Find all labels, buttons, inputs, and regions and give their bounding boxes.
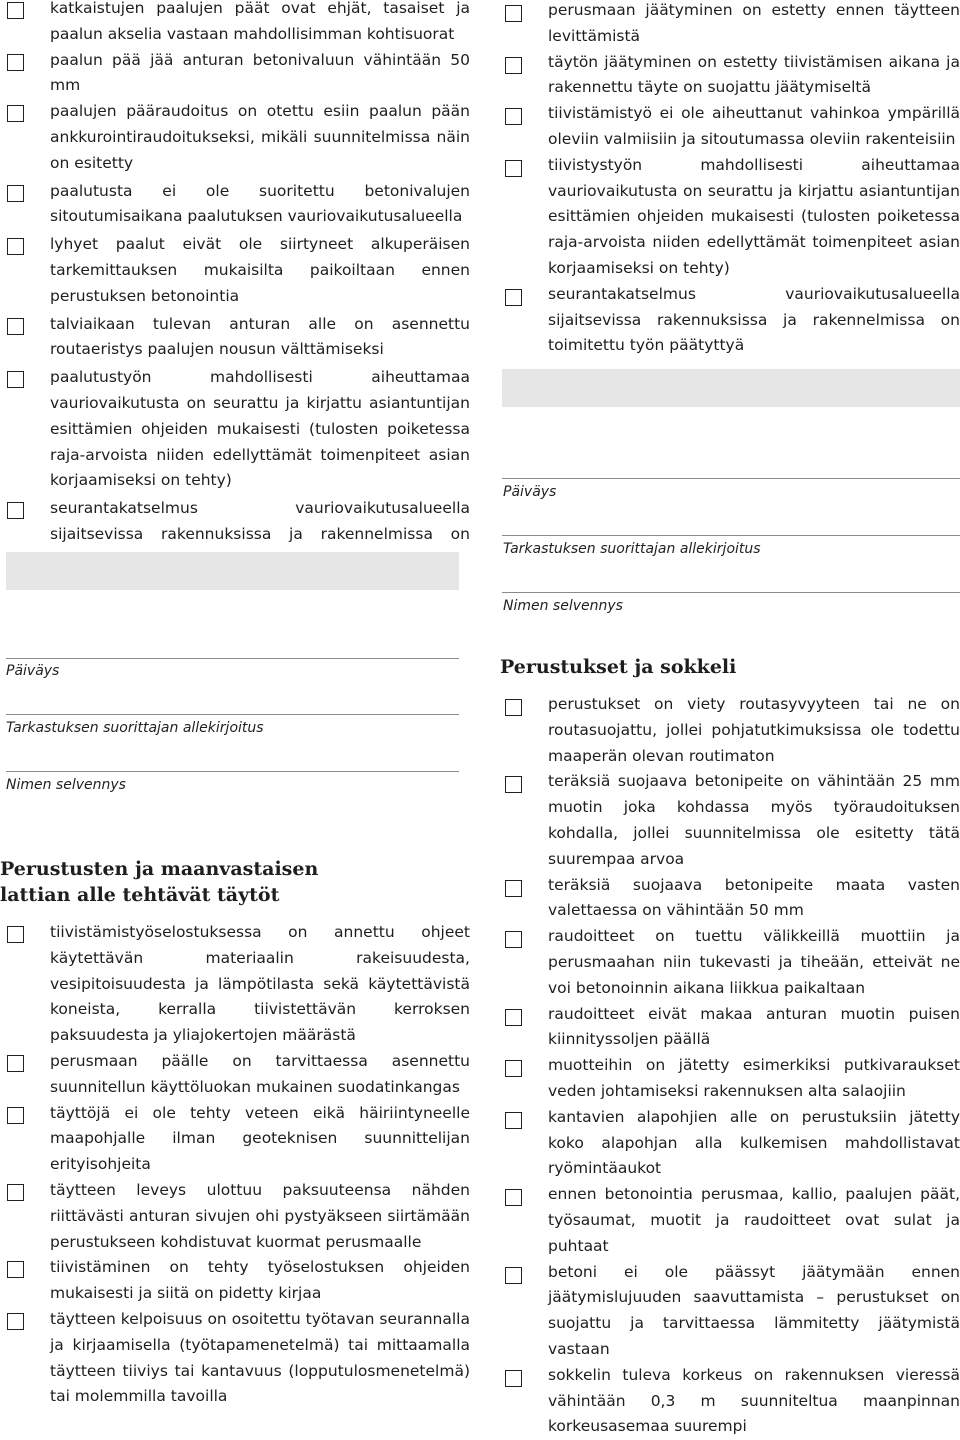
signature-line[interactable] [502,535,960,536]
checkbox[interactable] [7,105,24,122]
checklist-item-text: talviaikaan tulevan anturan alle on asennettu routaeristys paalujen nousun välttämiseksi [50,314,470,359]
checklist-item [0,1101,470,1178]
checkbox[interactable] [7,1107,24,1124]
checklist-item [0,179,470,231]
checklist-item-text: katkaistujen paalujen päät ovat ehjät, tasaiset ja paalun akselia vastaan mahdollisimman kohtisuorat [50,0,470,43]
checklist-item-text: perustukset on viety routasyvyyteen tai ne on routasuojattu, jollei pohjatutkimuksissa ole todettu maaperän olevan routimaton [548,695,960,765]
checkbox[interactable] [505,1189,522,1206]
signature-line[interactable] [6,714,459,715]
section-title: Perustukset ja sokkeli [500,656,737,678]
checkbox[interactable] [505,1370,522,1387]
checklist-item [0,0,470,48]
checklist-item-text: teräksiä suojaava betonipeite on vähintään 25 mm muotin joka kohdassa myös työraudoituksen kohdalla, jollei suunnitelmissa ole esitetty tätä suurempaa arvoa [548,772,960,868]
checkbox[interactable] [505,931,522,948]
checklist-item [496,282,960,359]
checklist-item-text: sokkelin tuleva korkeus on rakennuksen vieressä vähintään 0,3 m suunniteltua maanpinnan korkeusasemaa suurempi [548,1365,960,1436]
checklist-item [496,101,960,153]
checklist-item [0,1255,470,1307]
section-foundations [496,654,960,1440]
checklist-item-text: muotteihin on jätetty esimerkiksi putkivaraukset veden johtamiseksi rakennuksen alta salaojiin [548,1056,960,1100]
checkbox[interactable] [7,502,24,519]
checklist-item [0,365,470,494]
grey-band [6,552,459,590]
checklist-item [496,769,960,872]
checkbox[interactable] [7,238,24,255]
checklist-item-text: paalujen pääraudoitus on otettu esiin paalun pään ankkurointiraudoitukseksi, mikäli suunnitelmissa näin on esitetty [50,102,470,172]
checkbox[interactable] [7,371,24,388]
name-line[interactable] [6,771,459,772]
checklist-item [0,920,470,1049]
signature-label: Tarkastuksen suorittajan allekirjoitus [6,720,264,736]
checklist-item-text: paalun pää jää anturan betonivaluun vähintään 50 mm [50,50,470,95]
name-label: Nimen selvennys [503,598,623,614]
checklist-item-text: täytön jäätyminen on estetty tiivistämisen aikana ja rakennettu täyte on suojattu jäätymiseltä [548,52,960,97]
checkbox[interactable] [505,1112,522,1129]
checklist-item-text: paalutustyön mahdollisesti aiheuttamaa vauriovaikutusta on seurattu ja kirjattu asiantuntijan esittämien ohjeiden mukaisesti (tulosten poiketessa raja-arvoista niiden edellyttämät toimenpiteet asian korjaamiseksi on tehty) [50,368,470,490]
checklist-item [0,1178,470,1255]
checklist-item-text: tiivistämistyöselostuksessa on annettu ohjeet käytettävän materiaalin rakeisuudesta, vesipitoisuudesta ja lämpötilasta sekä käytettävistä koneista, kerralla tiivistettävän kerroksen paksuudesta ja yliajokertojen määrästä [50,923,470,1045]
grey-band [502,369,960,407]
checklist-item-text: paalutusta ei ole suoritettu betonivalujen sitoutumisaikana paalutuksen vauriovaikutusalueella [50,181,470,226]
checkbox[interactable] [505,108,522,125]
checklist-item [496,873,960,925]
checkbox[interactable] [7,2,24,19]
checklist-item-text: teräksiä suojaava betonipeite maata vasten valettaessa on vähintään 50 mm [548,875,960,920]
name-line[interactable] [502,592,960,593]
checklist-item [496,1053,960,1105]
date-line[interactable] [502,478,960,479]
checklist-item [496,153,960,282]
checkbox[interactable] [7,185,24,202]
checkbox[interactable] [7,318,24,335]
checklist-item-text: ennen betonointia perusmaa, kallio, paalujen päät, työsaumat, muotit ja raudoitteet ovat sulat ja puhtaat [548,1185,960,1255]
checkbox[interactable] [505,1009,522,1026]
checklist-item-text: lyhyet paalut eivät ole siirtyneet alkuperäisen tarkemittauksen mukaisilta paikoiltaan ennen perustuksen betonointia [50,235,470,305]
checklist-item-text: tiivistämistyö ei ole aiheuttanut vahinkoa ympärillä oleviin valmiisiin ja sitoutumassa oleviin rakenteisiin [548,104,960,148]
name-label: Nimen selvennys [6,777,126,793]
date-label: Päiväys [503,484,557,500]
checklist-piles [0,0,470,574]
checkbox[interactable] [505,1267,522,1284]
checkbox[interactable] [505,699,522,716]
checklist-item [496,1260,960,1363]
checkbox[interactable] [505,880,522,897]
section-fill [0,856,470,1410]
checklist-item [496,1105,960,1182]
checkbox[interactable] [7,1313,24,1330]
checkbox[interactable] [505,289,522,306]
section-title: Perustusten ja maanvastaisen lattian alle tehtävät täytöt [0,858,319,906]
checklist-item [0,232,470,309]
checklist-item [0,48,470,100]
checklist-item [496,1182,960,1259]
checklist-item-text: betoni ei ole päässyt jäätymään ennen jäätymislujuuden saavuttamista – perustukset on suojattu ja tarvittaessa lämmitetty jäätymistä vastaan [548,1262,960,1358]
checklist-item [0,99,470,176]
checkbox[interactable] [7,926,24,943]
checklist-item-text: kantavien alapohjien alle on perustuksiin jätetty koko alapohjan alla kulkemisen mahdollistavat ryömintäaukot [548,1107,960,1178]
checklist-item [0,1307,470,1410]
checklist-item [496,1002,960,1054]
checklist-item [496,692,960,769]
date-label: Päiväys [6,663,60,679]
checkbox[interactable] [7,1261,24,1278]
checklist-item [0,1049,470,1101]
checkbox[interactable] [7,1055,24,1072]
checklist-item-text: raudoitteet on tuettu välikkeillä muottiin ja perusmaahan niin tukevasti ja tiheään, etteivät ne voi betonoinnin aikana liikkua paikaltaan [548,927,960,997]
checklist-item-text: tiivistäminen on tehty työselostuksen ohjeiden mukaisesti ja siitä on pidetty kirjaa [50,1258,470,1303]
checklist-item [496,924,960,1001]
checkbox[interactable] [7,1184,24,1201]
date-line[interactable] [6,658,459,659]
checklist-item-text: täytteen kelpoisuus on osoitettu työtavan seurannalla ja kirjaamisella (työtapamenetelmä) tai mittaamalla täytteen tiiviys tai kantavuus (lopputulosmenetelmä) tai molemmilla tavoilla [50,1309,470,1406]
checkbox[interactable] [7,54,24,71]
checklist-item-text: täyttöjä ei ole tehty veteen eikä häiriintyneelle maapohjalle ilman geoteknisen suunnittelijan erityisohjeita [50,1103,470,1174]
checkbox[interactable] [505,57,522,74]
checklist-item-text: seurantakatselmus vauriovaikutusalueella sijaitsevissa rakennuksissa ja rakennelmissa on [50,499,470,543]
checkbox[interactable] [505,776,522,793]
checkbox[interactable] [505,160,522,177]
signature-label: Tarkastuksen suorittajan allekirjoitus [503,541,761,557]
checkbox[interactable] [505,1060,522,1077]
checklist-fill-continued [496,0,960,359]
checklist-item [496,0,960,50]
checklist-item-text: seurantakatselmus vauriovaikutusalueella sijaitsevissa rakennuksissa ja rakennelmissa on toimitettu työn päätyttyä [548,284,960,355]
checklist-item-text: perusmaan päälle on tarvittaessa asennettu suunnitellun käyttöluokan mukainen suodatinkangas [50,1051,470,1096]
checklist-item-text: tiivistystyön mahdollisesti aiheuttamaa vauriovaikutusta on seurattu ja kirjattu asiantuntijan esittämien ohjeiden mukaisesti (tulosten poiketessa raja-arvoista niiden edellyttämät toimenpiteet asian korjaamiseksi on tehty) [548,155,960,277]
checkbox[interactable] [505,5,522,22]
checklist-item [496,1363,960,1440]
checklist-item [0,312,470,364]
checklist-item-text: perusmaan jäätyminen on estetty ennen täytteen levittämistä [548,1,960,45]
checklist-item [496,50,960,102]
checklist-item-text: raudoitteet eivät makaa anturan muotin puisen kiinnityssoljen päällä [548,1004,960,1049]
checklist-item-text: täytteen leveys ulottuu paksuuteensa nähden riittävästi anturan sivujen ohi pystyäkseen siirtämään perustukseen kohdistuvat kuormat perusmaalle [50,1180,470,1251]
